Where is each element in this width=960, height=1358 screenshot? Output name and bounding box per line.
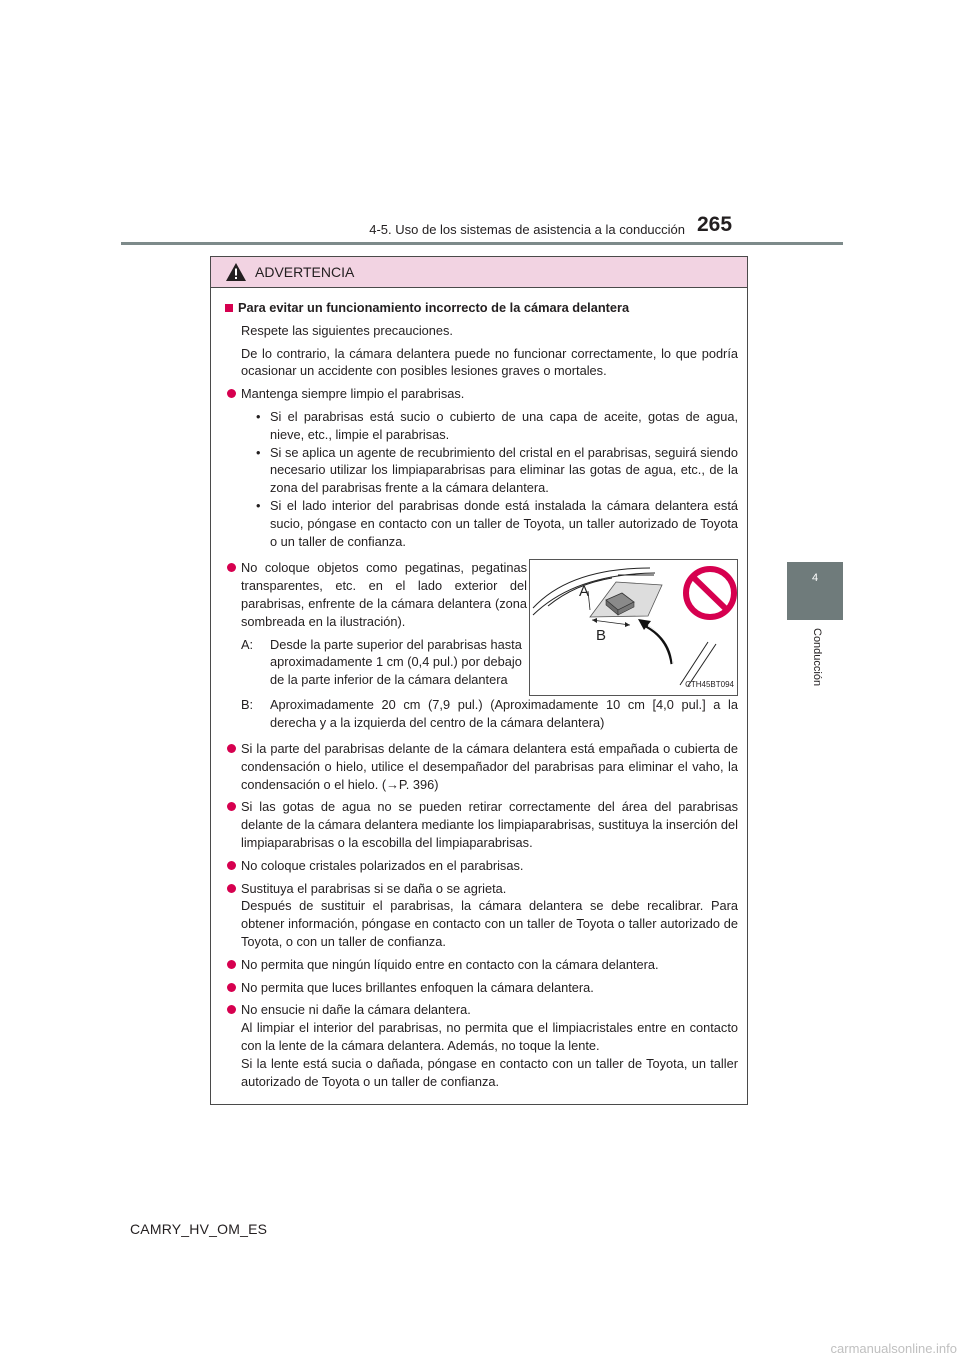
sub-item: • Si se aplica un agente de recubrimiento del cristal en el parabrisas, seguirá siendo necesario utilizar los limpiaparabrisas para eliminar las gotas de agua, etc., de la zona del parabrisas frente a la cámara delantera.: [256, 444, 738, 496]
chapter-label: Conducción: [811, 628, 823, 687]
warning-triangle-icon: [225, 262, 247, 282]
letter-item-b: B: Aproximadamente 20 cm (7,9 pul.) (Aproximadamente 10 cm [4,0 pul.] a la derecha y a la izquierda del centro de la cámara delantera): [241, 697, 738, 731]
label-a: A: [579, 583, 590, 601]
figure-text: [225, 559, 527, 696]
consequence-text: De lo contrario, la cámara delantera puede no funcionar correctamente, lo que podría ocasionar un accidente con posibles lesiones graves o mortales.: [241, 345, 738, 379]
prohibited-icon: [686, 569, 734, 617]
bullet-item: Si la parte del parabrisas delante de la cámara delantera está empañada o cubierta de condensación o hielo, utilice el desempañador del parabrisas para eliminar el vaho, la condensación o el hielo. (→P. 396): [225, 740, 738, 793]
square-bullet-icon: [225, 304, 233, 312]
warning-header: [211, 257, 747, 288]
bullet-dot-icon: [227, 960, 236, 969]
sub-item: • Si el parabrisas está sucio o cubierto de una capa de aceite, gotas de agua, nieve, etc., limpie el parabrisas.: [256, 408, 738, 442]
bullet-clean-windshield: Mantenga siempre limpio el parabrisas.: [225, 385, 738, 403]
warning-box: [210, 256, 748, 1105]
page-number: 265: [697, 213, 733, 236]
bullet-dot-icon: [227, 983, 236, 992]
bullet-item: No ensucie ni dañe la cámara delantera. Al limpiar el interior del parabrisas, no permita que el limpiacristales entre en contacto con la lente de la cámara delantera. Además, no toque la lente. Si la lente está sucia o dañada, póngase en contacto con un taller de Toyota, un taller autorizado de Toyota o un taller de confianza.: [225, 1001, 738, 1090]
warning-content: [211, 288, 747, 1090]
bullet-item: No coloque cristales polarizados en el parabrisas.: [225, 857, 738, 875]
bullet-dot-icon: [227, 861, 236, 870]
intro-text: Respete las siguientes precauciones.: [241, 322, 453, 338]
chapter-number: 4: [811, 572, 819, 584]
bullet-dot-icon: [227, 802, 236, 811]
bullet-no-stickers: No coloque objetos como pegatinas, pegatinas transparentes, etc. en el lado exterior del parabrisas, enfrente de la cámara delantera (zona sombreada en la ilustración).: [225, 559, 527, 630]
bullet-dot-icon: [227, 884, 236, 893]
sub-item: • Si el lado interior del parabrisas donde está instalada la cámara delantera está sucio, póngase en contacto con un taller de Toyota, un taller autorizado de Toyota o un taller de confianza.: [256, 497, 738, 549]
chapter-tab: [787, 562, 843, 620]
figure-code: CTH45BT094: [685, 679, 734, 689]
bullet-dot-icon: [227, 389, 236, 398]
bullet-item: No permita que luces brillantes enfoquen la cámara delantera.: [225, 979, 738, 997]
watermark: carmanualsonline.info: [830, 1341, 957, 1356]
footer-code: CAMRY_HV_OM_ES: [130, 1221, 268, 1237]
section-heading: Para evitar un funcionamiento incorrecto de la cámara delantera: [225, 299, 738, 317]
header-rule: [121, 242, 843, 245]
label-b: B: [596, 627, 607, 645]
bullet-item: No permita que ningún líquido entre en contacto con la cámara delantera.: [225, 956, 738, 974]
windshield-illustration: [529, 559, 738, 696]
letter-item-a: A: Desde la parte superior del parabrisas hasta aproximadamente 1 cm (0,4 pul.) por debajo de la parte inferior de la cámara delantera: [241, 636, 522, 688]
bullet-dot-icon: [227, 1005, 236, 1014]
bullet-dot-icon: [227, 563, 236, 572]
warning-title: ADVERTENCIA: [255, 264, 355, 280]
bullet-dot-icon: [227, 744, 236, 753]
bullet-item: Si las gotas de agua no se pueden retirar correctamente del área del parabrisas delante de la cámara delantera mediante los limpiaparabrisas, sustituya la inserción del limpiaparabrisas o la escobilla del limpiaparabrisas.: [225, 798, 738, 851]
figure-row: [225, 559, 738, 696]
header-section-title: 4-5. Uso de los sistemas de asistencia a la conducción: [369, 222, 685, 237]
bullet-item: Sustituya el parabrisas si se daña o se agrieta. Después de sustituir el parabrisas, la cámara delantera se debe recalibrar. Para obtener información, póngase en contacto con un taller de Toyota o taller autorizado de Toyota, o con un taller de confianza.: [225, 880, 738, 951]
